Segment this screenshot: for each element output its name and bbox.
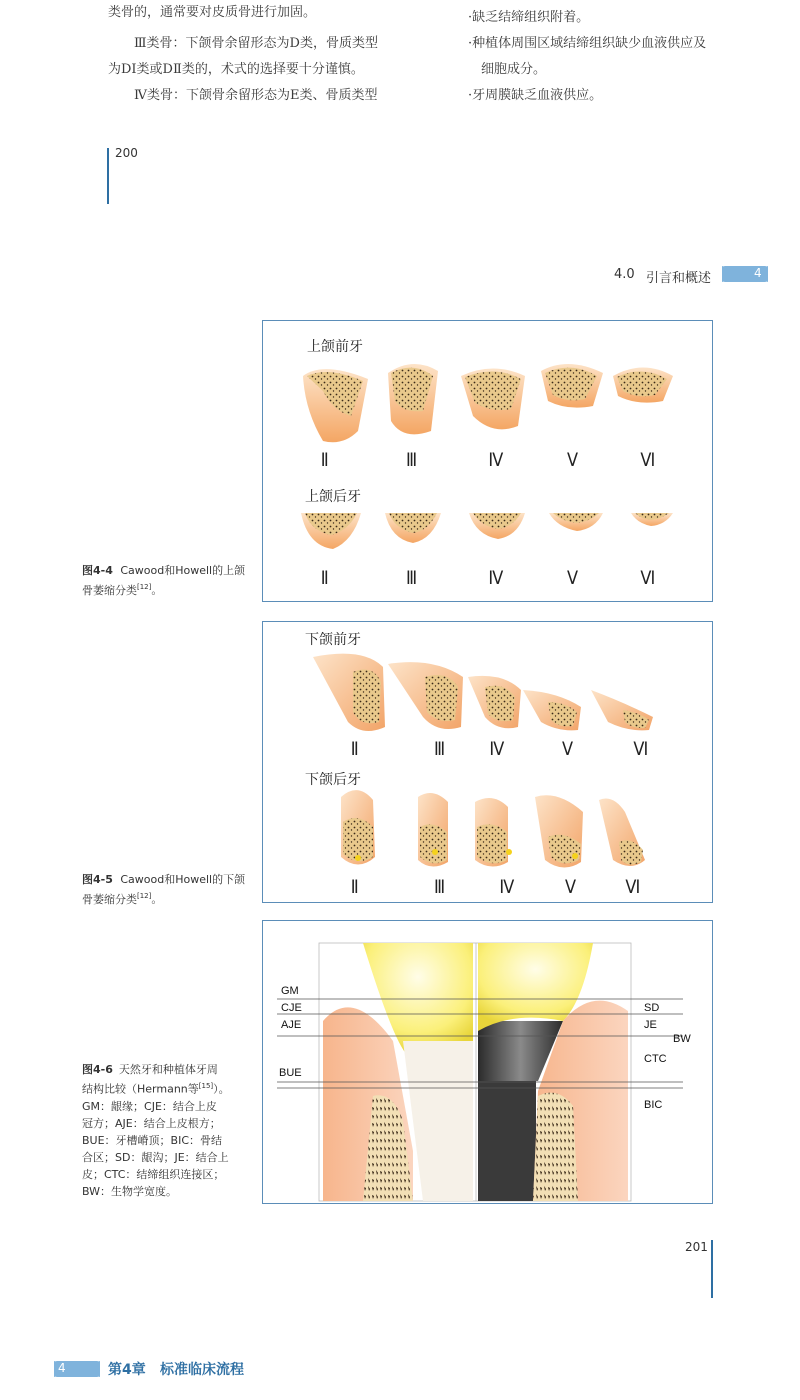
mandible-atrophy-illustration bbox=[263, 622, 712, 902]
fig4-5-row2-title: 下颌后牙 bbox=[305, 772, 361, 788]
fig4-6-caption-line-2: 结构比较（Hermann等 bbox=[82, 1082, 199, 1096]
label-bw: BW bbox=[673, 1033, 691, 1045]
label-bic: BIC bbox=[644, 1099, 663, 1111]
fig4-4-row1-class-3: Ⅲ bbox=[405, 449, 418, 471]
fig4-5-row1-class-5: Ⅴ bbox=[561, 738, 574, 760]
fig4-4-row2-class-5: Ⅴ bbox=[566, 567, 579, 589]
fig4-4-row1-class-4: Ⅳ bbox=[488, 449, 504, 471]
fig4-4-row2-class-4: Ⅳ bbox=[488, 567, 504, 589]
fig4-5-row2-class-4: Ⅳ bbox=[499, 876, 515, 898]
footer-chapter: 第4章 bbox=[108, 1362, 146, 1378]
fig4-6-caption-line-6: 合区；SD：龈沟；JE：结合上 bbox=[82, 1150, 229, 1164]
label-gm: GM bbox=[281, 985, 299, 997]
fig4-4-ref: [12] bbox=[137, 583, 152, 591]
fig4-4-caption-end: 。 bbox=[151, 583, 163, 597]
fig4-4-row2-title: 上颌后牙 bbox=[305, 489, 361, 505]
figure-4-6-caption bbox=[82, 1061, 250, 1200]
fig4-6-caption-line-7: 皮；CTC：结缔组织连接区； bbox=[82, 1167, 225, 1181]
fig4-4-row1-class-6: Ⅵ bbox=[640, 449, 656, 471]
label-je: JE bbox=[644, 1019, 657, 1031]
body-text-left-line-3: 为DⅠ类或DⅡ类的，术式的选择要十分谨慎。 bbox=[108, 62, 364, 77]
fig4-5-row1-class-6: Ⅵ bbox=[633, 738, 649, 760]
fig4-4-row2-class-3: Ⅲ bbox=[405, 567, 418, 589]
figure-4-4-frame bbox=[262, 320, 713, 602]
fig4-4-label: 图4-4 bbox=[82, 564, 113, 577]
fig4-5-row2-class-3: Ⅲ bbox=[433, 876, 446, 898]
fig4-4-row1-class-2: Ⅱ bbox=[320, 449, 329, 471]
label-bue: BUE bbox=[279, 1067, 302, 1079]
fig4-5-label: 图4-5 bbox=[82, 873, 113, 886]
label-sd: SD bbox=[644, 1002, 660, 1014]
fig4-4-row1-title: 上颌前牙 bbox=[307, 339, 363, 355]
header-section-title: 引言和概述 bbox=[646, 271, 712, 286]
fig4-4-row2-class-2: Ⅱ bbox=[320, 567, 329, 589]
fig4-5-row1-class-3: Ⅲ bbox=[433, 738, 446, 760]
fig4-6-caption-line-3: GM：龈缘；CJE：结合上皮 bbox=[82, 1099, 217, 1113]
fig4-5-row2-class-6: Ⅵ bbox=[625, 876, 641, 898]
label-aje: AJE bbox=[281, 1019, 302, 1031]
fig4-6-ref: [15] bbox=[198, 1082, 214, 1090]
fig4-5-caption-end: 。 bbox=[151, 892, 163, 906]
bow-tab-icon bbox=[720, 263, 770, 285]
fig4-5-row1-class-2: Ⅱ bbox=[350, 738, 359, 760]
fig4-5-row2-class-5: Ⅴ bbox=[564, 876, 577, 898]
body-text-right-line-1: ·缺乏结缔组织附着。 bbox=[468, 10, 590, 25]
header-section-number: 4.0 bbox=[614, 267, 635, 282]
footer-chapter-tab-number: 4 bbox=[58, 1361, 66, 1375]
fig4-5-row1-class-4: Ⅳ bbox=[489, 738, 505, 760]
body-text-left-line-1: 类骨的，通常要对皮质骨进行加固。 bbox=[108, 5, 317, 20]
fig4-5-caption-text: Cawood和Howell的下颌骨萎缩分类 bbox=[82, 873, 246, 906]
body-text-left-line-2: Ⅲ类骨：下颌骨余留形态为D类，骨质类型 bbox=[108, 36, 378, 51]
body-text-left-line-4: Ⅳ类骨：下颌骨余留形态为E类、骨质类型 bbox=[108, 88, 378, 103]
page-number-rule-left bbox=[107, 148, 109, 204]
fig4-5-row1-title: 下颌前牙 bbox=[305, 632, 361, 648]
fig4-6-caption-line-1: 天然牙和种植体牙周 bbox=[118, 1063, 218, 1076]
figure-4-5-frame bbox=[262, 621, 713, 903]
fig4-5-row2-class-2: Ⅱ bbox=[350, 876, 359, 898]
body-text-right-line-3: 细胞成分。 bbox=[468, 62, 547, 77]
footer-chapter-title: 标准临床流程 bbox=[160, 1362, 244, 1378]
figure-4-6-frame bbox=[262, 920, 713, 1204]
fig4-6-caption-line-8: BW：生物学宽度。 bbox=[82, 1184, 178, 1198]
fig4-6-label: 图4-6 bbox=[82, 1063, 113, 1076]
body-text-right-line-2: ·种植体周围区域结缔组织缺少血液供应及 bbox=[468, 36, 707, 51]
page-number-rule-right bbox=[711, 1240, 713, 1298]
label-ctc: CTC bbox=[644, 1053, 667, 1065]
fig4-4-row2-class-6: Ⅵ bbox=[640, 567, 656, 589]
footer-chapter-tab bbox=[52, 1358, 102, 1380]
page-number-201: 201 bbox=[685, 1240, 708, 1254]
fig4-6-caption-line-5: BUE：牙槽嵴顶；BIC：骨结 bbox=[82, 1133, 223, 1147]
fig4-5-ref: [12] bbox=[137, 892, 152, 900]
label-cje: CJE bbox=[281, 1002, 302, 1014]
fig4-4-caption-text: Cawood和Howell的上颌骨萎缩分类 bbox=[82, 564, 246, 597]
body-text-right-line-4: ·牙周膜缺乏血液供应。 bbox=[468, 88, 603, 103]
figure-4-5-caption bbox=[82, 871, 247, 908]
figure-4-4-caption bbox=[82, 562, 247, 599]
chapter-tab-badge bbox=[720, 263, 770, 285]
chapter-tab-number: 4 bbox=[754, 266, 762, 280]
page-number-200: 200 bbox=[115, 146, 138, 160]
fig4-6-caption-ref-tail: ）。 bbox=[213, 1082, 230, 1096]
fig4-6-caption-line-4: 冠方；AJE：结合上皮根方； bbox=[82, 1116, 221, 1130]
fig4-4-row1-class-5: Ⅴ bbox=[566, 449, 579, 471]
